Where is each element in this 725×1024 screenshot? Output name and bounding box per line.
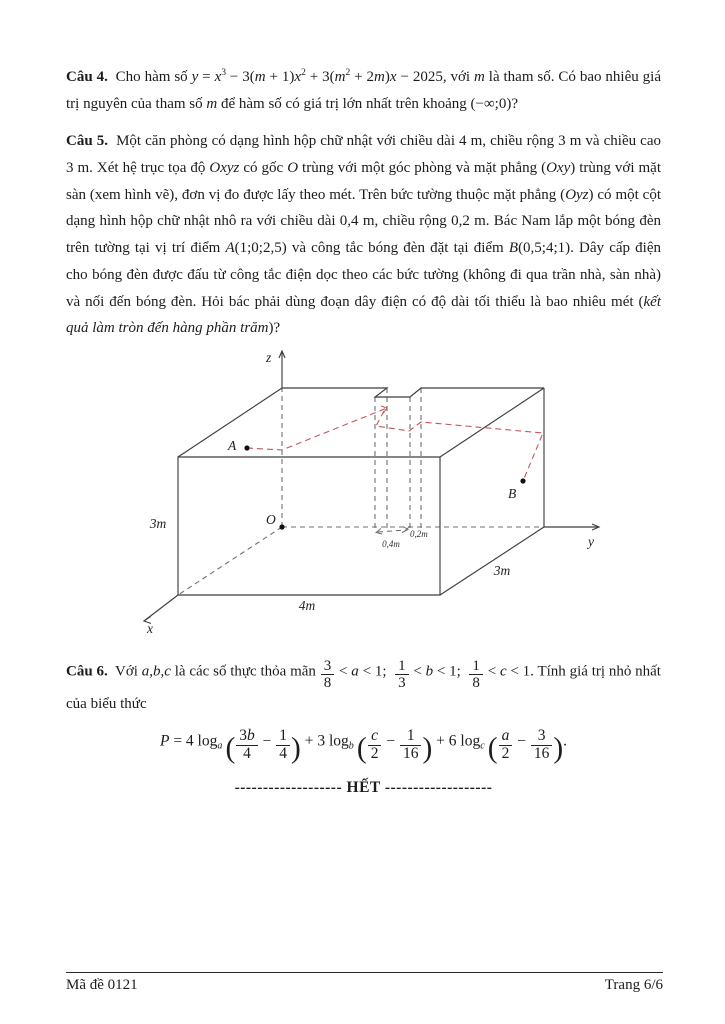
question-4-text: Câu 4. Cho hàm số $y = x^3 - 3(m + 1)x^2 + 3(m^2 + 2m)x - 2025$, với m là tham số. Có bao nhiêu giá trị nguyên của tham số m để hàm số có giá trị lớn nhất trên khoảng (−∞;0)?: [66, 68, 661, 112]
question-6-formula: P = 4 loga ( $\frac{3b}{4}$ − $\frac{1}{4}$ ) + 3 logb ( $\frac{c}{2}$ − $\frac{1}{16}$ ) + 6 logc ( $\frac{a}{2}$ − $\frac{3}{16}$ ).: [159, 726, 568, 765]
end-of-exam-marker: ------------------- HẾT -------------------: [234, 778, 493, 796]
point-label-a: A: [227, 437, 236, 453]
dim-label-height: 3m: [149, 515, 166, 531]
solid-edges: [144, 351, 599, 624]
axis-label-x: x: [146, 620, 153, 636]
question-5-text: Câu 5. Một căn phòng có dạng hình hộp chữ nhật với chiều dài 4 m, chiều rộng 3 m và chiều cao 3 m. Xét hệ trục tọa độ Oxyz có gốc O trùng với một góc phòng và mặt phẳng (Oxy) trùng với mặt sàn (xem hình vẽ), đơn vị đo được lấy theo mét. Trên bức tường thuộc mặt phẳng (Oyz) có một cột dạng hình hộp chữ nhật nhô ra với chiều dài 0,4 m, chiều rộng 0,2 m. Bác Nam lắp một bóng đèn trên tường tại vị trí điểm A(1;0;2,5) và công tắc bóng đèn đặt tại điểm B(0,5;4;1). Dây cấp điện cho bóng đèn được đấu từ công tắc điện dọc theo các bức tường (không đi qua trần nhà, sàn nhà) và nối đến bóng đèn. Hỏi bác phải dùng đoạn dây điện có độ dài tối thiểu là bao nhiêu mét (kết quả làm tròn đến hàng phần trăm)?: [66, 133, 661, 337]
dim-label-width: 3m: [493, 562, 510, 578]
exam-code: Mã đề 0121: [66, 977, 138, 993]
front-face: [178, 457, 440, 595]
question-6-text: Câu 6. Với a,b,c là các số thực thỏa mãn $\frac{3}{8}$ < a < 1; $\frac{1}{3}$ < b < 1; $\frac{1}{8}$ < c < 1. Tính giá trị nhỏ nhất của biểu thức: [66, 657, 661, 713]
hidden-x-edge: [178, 527, 282, 595]
column-dimension-line: [378, 530, 406, 532]
page-footer: [66, 972, 663, 994]
origin-dot: [279, 524, 284, 529]
top-back-edge-with-notch: [282, 388, 544, 397]
axis-label-y: y: [587, 533, 594, 549]
dim-label-length: 4m: [298, 597, 315, 613]
dim-label-column-length: 0,4m: [381, 538, 400, 549]
room-3d-figure-svg: [104, 345, 624, 645]
cable-path: [247, 408, 543, 481]
axis-label-z: z: [265, 349, 271, 365]
top-right-edge: [440, 388, 544, 457]
point-label-b: B: [507, 485, 516, 501]
point-b-dot: [520, 478, 525, 483]
points: [244, 445, 525, 529]
bottom-right-edge: [440, 527, 544, 595]
cable-segment-column-to-b: [376, 411, 543, 481]
exam-content: [66, 64, 661, 797]
origin-label: O: [265, 511, 276, 527]
room-3d-figure: [104, 345, 624, 650]
point-a-dot: [244, 445, 249, 450]
page-number: Trang 6/6: [604, 977, 663, 993]
hidden-edges: [178, 388, 544, 595]
dim-label-column-width: 0,2m: [409, 528, 428, 539]
cable-segment-a-to-column: [247, 408, 387, 450]
